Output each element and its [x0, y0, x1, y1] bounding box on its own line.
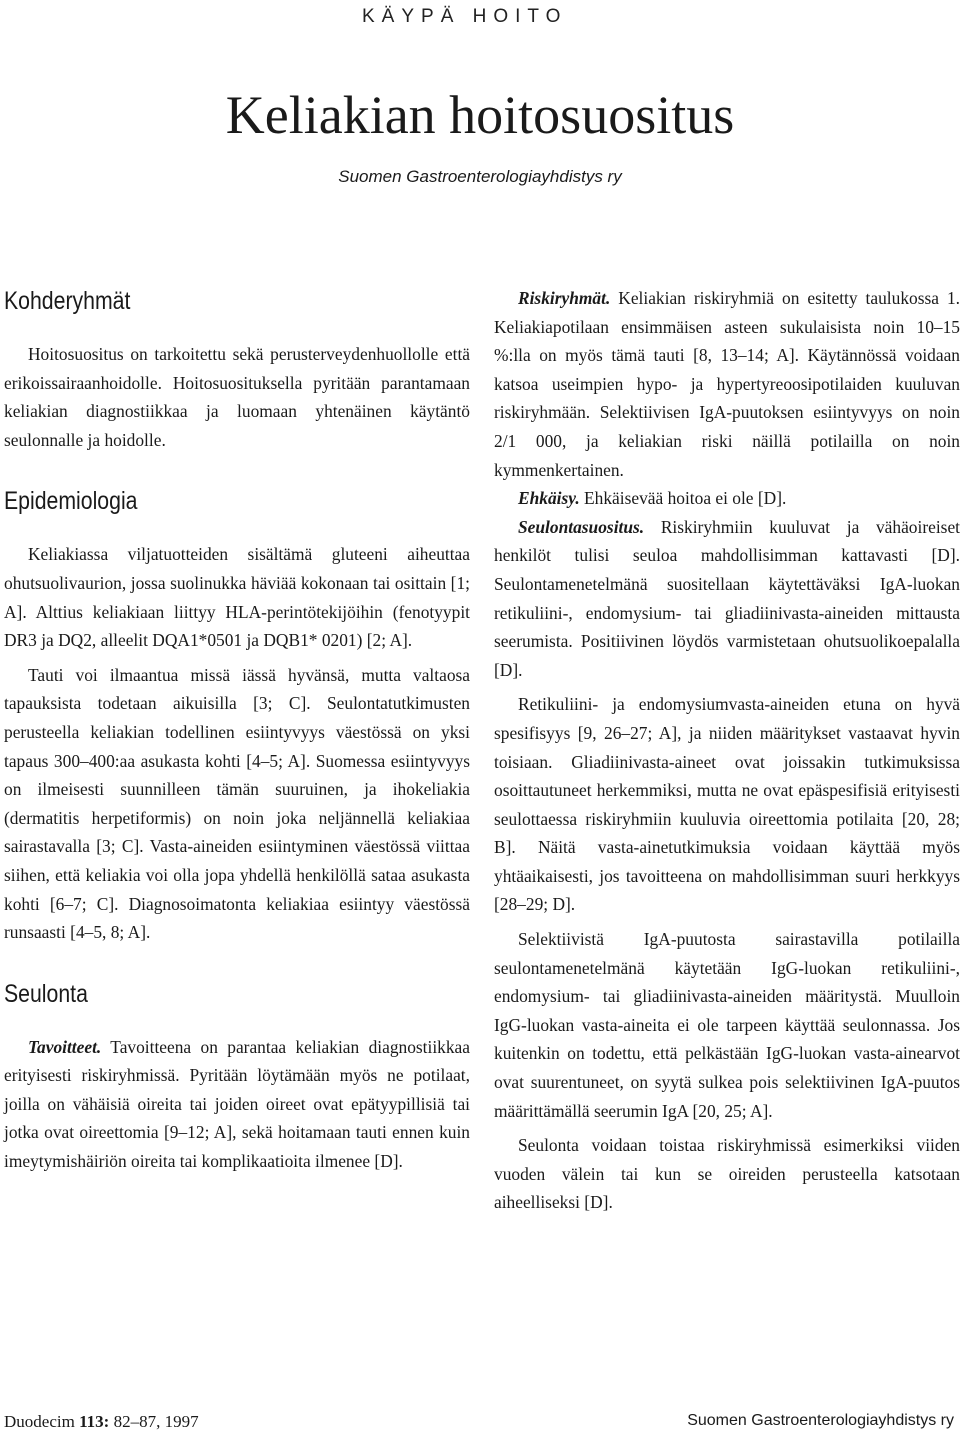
footer-volume: 113: — [79, 1412, 110, 1431]
footer-journal: Duodecim — [4, 1412, 75, 1431]
heading-epidemiologia: Epidemiologia — [4, 487, 138, 516]
lead-riskiryhmat: Riskiryhmät. — [518, 288, 611, 308]
page-title: Keliakian hoitosuositus — [225, 85, 735, 145]
paragraph-epidemiologia-1: Keliakiassa viljatuotteiden sisältämä gluteeni aiheuttaa ohutsuolivaurion, jossa suolinukka häviää kokonaan tai osittain [1; A]. Alttius keliakiaan liittyy HLA-perintötekijöihin (fenotyypit DR3 ja DQ2, alleelit DQA1*0501 ja DQB1* 0201) [2; A]. — [4, 544, 470, 651]
section-label: KÄYPÄ HOITO — [362, 6, 568, 27]
paragraph-retikuliini: Retikuliini- ja endomysiumvasta-aineiden etuna on hyvä spesifisyys [9, 26–27; A], ja niiden määritykset vastaavat hyvin toisiaan. Gliadiinivasta-aineet ovat joissakin tutkimuksissa osoittautuneet herkemmiksi, mutta ne ovat epäspesifisiä erityisesti seulottaessa riskiryhmiin kuuluvia oireettomia potilaita [20, 28; B]. Näitä vasta-ainetutkimuksia voidaan käyttää myös yhtäaikaisesti, jos tavoitteena on mahdollisimman suuri herkkyys [28–29; D]. — [494, 694, 960, 915]
paragraph-epidemiologia-2: Tauti voi ilmaantua missä iässä hyvänsä, mutta valtaosa tapauksista todetaan aikuisilla [3; C]. Seulontatutkimusten perusteella keliakian todellinen esiintyvyys väestössä on yksi tapaus 300–400:aa asukasta kohti [4–5; A]. Suomessa esiintyvyys on ilmeisesti suunnilleen tämän suuruinen, ja ihokeliakia (dermatitis herpetiformis) on noin joka neljännellä keliakiaa sairastavalla [3; C]. Vasta-aineiden esiintyminen väestössä viittaa siihen, että keliakia voi olla jopa yhdellä henkilöllä sataa asukasta kohti [6–7; C]. Diagnosoimatonta keliakiaa esiintyy väestössä runsaasti [4–5, 8; A]. — [4, 664, 470, 943]
lead-ehkaisy: Ehkäisy. — [518, 488, 580, 509]
footer-pages: 82–87, 1997 — [113, 1412, 199, 1431]
heading-seulonta: Seulonta — [4, 979, 88, 1008]
paragraph-seulonta-toisto: Seulonta voidaan toistaa riskiryhmissä esimerkiksi viiden vuoden välein tai kun se oireiden perusteella katsotaan aiheelliseksi [D]. — [494, 1135, 960, 1213]
heading-kohderyhmat: Kohderyhmät — [4, 287, 131, 315]
right-column — [494, 284, 960, 1217]
lead-seulontasuositus: Seulontasuositus. — [518, 516, 645, 537]
paragraph-selektiivista: Selektiivistä IgA-puutosta sairastavilla potilailla seulontamenetelmänä käytetään IgG-luokan retikuliini-, endomysium- tai gliadiinivasta-aineiden määritystä. Muulloin IgG-luokan vasta-aineita ei ole tarpeen käyttää seulonnassa. Jos kuitenkin on todettu, että pelkästään IgG-luokan vasta-ainearvot ovat suurentuneet, on syytä sulkea pois selektiivinen IgA-puutos määrittämällä seerumin IgA [20, 25; A]. — [494, 929, 960, 1121]
text-tavoitteet: Tavoitteena on parantaa keliakian diagnostiikkaa erityisesti riskiryhmissä. Pyritään löytämään myös ne potilaat, joilla on vähäisiä oireita tai joiden oireet ovat epätyypillisiä tai jotka ovat oireettomia [9–12; A], sekä hoitamaan tauti ennen kuin imeytymishäiriön oireita tai komplikaatioita ilmenee [D]. — [4, 1036, 470, 1172]
footer-publisher: Suomen Gastroenterologiayhdistys ry — [687, 1412, 954, 1429]
text-seulontasuositus: Riskiryhmiin kuuluvat ja vähäoireiset henkilöt tulisi seuloa mahdollisimman kattavasti [D]. Seulontamenetelmänä suositellaan käytettäväksi IgA-luokan retikuliini-, endomysium- tai gliadiinivasta-aineiden mittausta seerumista. Positiivinen löydös varmistetaan ohutsuolikoepalalla [D]. — [494, 516, 960, 680]
text-ehkaisy: Ehkäisevää hoitoa ei ole [D]. — [579, 488, 787, 509]
paragraph-seulontasuositus — [494, 513, 960, 685]
paragraph-kohderyhmat: Hoitosuositus on tarkoitettu sekä perusterveydenhuollolle että erikoissairaanhoidolle. Hoitosuosituksella pyritään parantamaan keliakian diagnostiikkaa ja luomaan yhtenäinen käytäntö seulonnalle ja hoidolle. — [4, 344, 470, 450]
footer-citation — [4, 1412, 199, 1432]
lead-tavoitteet: Tavoitteet. — [28, 1036, 102, 1057]
paragraph-ehkaisy — [494, 484, 960, 513]
paragraph-riskiryhmat — [494, 284, 960, 484]
left-column — [4, 284, 470, 1176]
paragraph-tavoitteet — [4, 1033, 470, 1176]
page-subtitle: Suomen Gastroenterologiayhdistys ry — [338, 167, 622, 186]
text-riskiryhmat: Keliakian riskiryhmiä on esitetty taulukossa 1. Keliakiapotilaan ensimmäisen asteen sukulaisista noin 10–15 %:lla on myös tämä tauti [8, 13–14; A]. Käytännössä voidaan katsoa useimpien hypo- ja hypertyreoosipotilaiden kuuluvan riskiryhmään. Selektiivisen IgA-puutoksen esiintyvyys on noin 2/1 000, ja keliakian riski näillä potilailla on noin kymmenkertainen. — [494, 288, 960, 480]
